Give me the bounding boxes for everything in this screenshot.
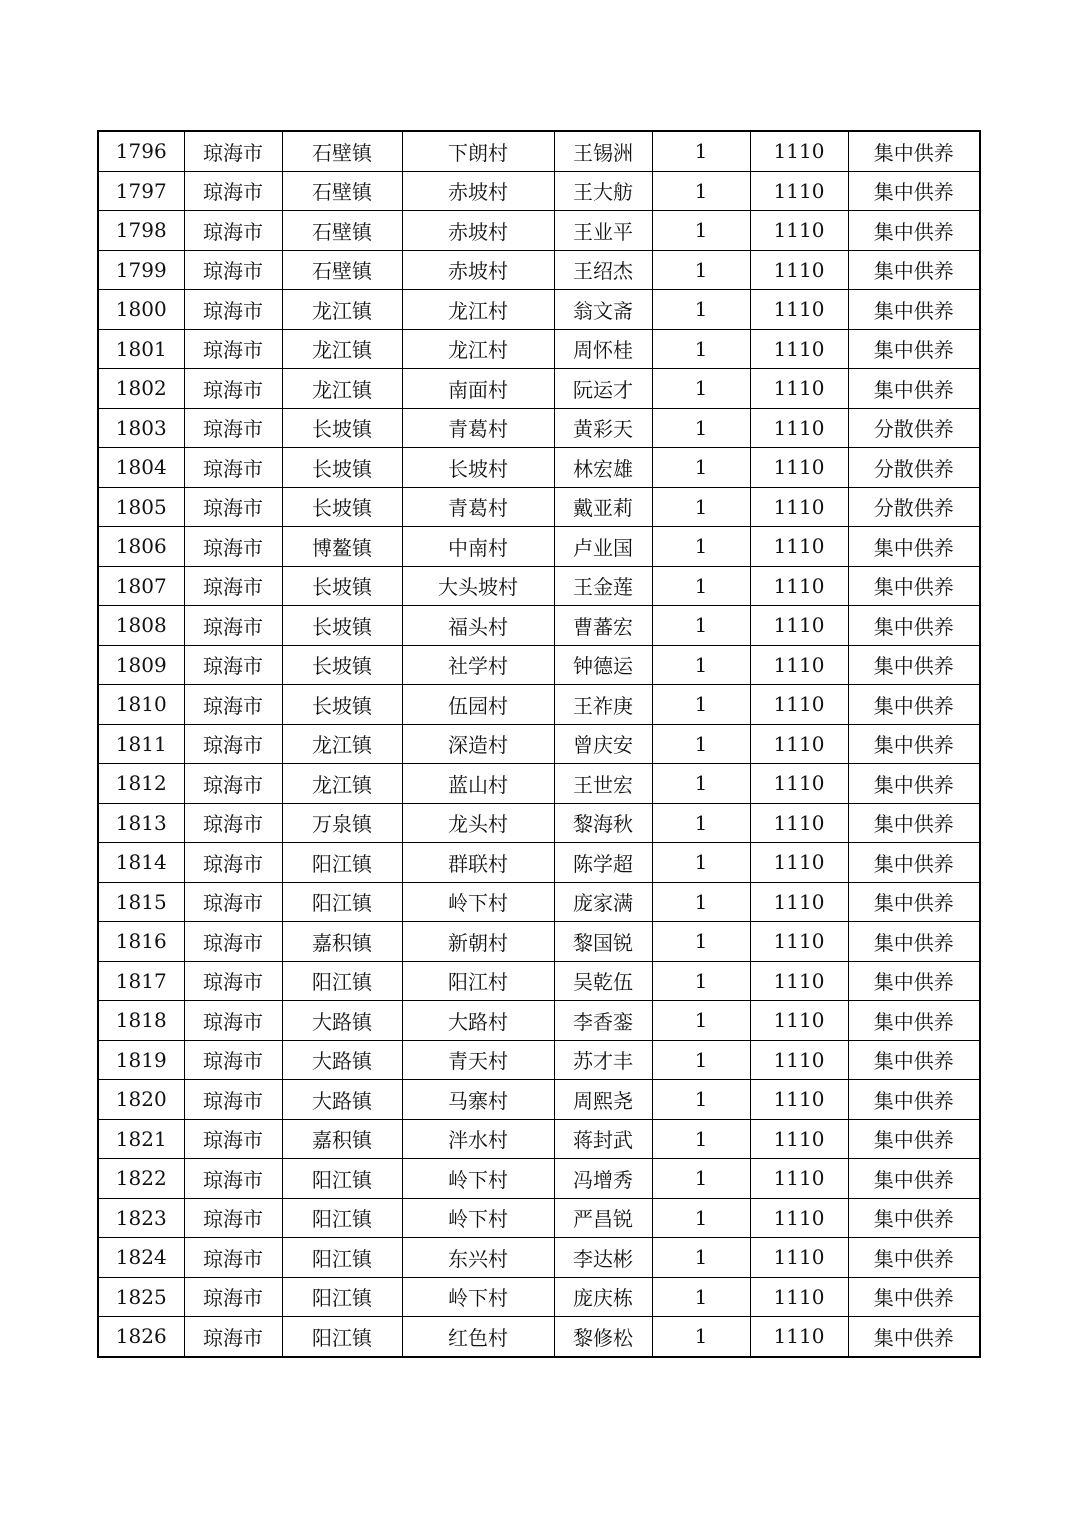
amount-cell: 1110 bbox=[750, 961, 848, 1001]
row-number-cell: 1801 bbox=[98, 329, 184, 369]
name-cell: 吴乾伍 bbox=[554, 961, 652, 1001]
city-cell: 琼海市 bbox=[184, 645, 282, 685]
row-number-cell: 1823 bbox=[98, 1198, 184, 1238]
name-cell: 黎修松 bbox=[554, 1317, 652, 1357]
support-type-cell: 集中供养 bbox=[848, 1040, 980, 1080]
village-cell: 龙头村 bbox=[402, 803, 554, 843]
town-cell: 阳江镇 bbox=[282, 843, 402, 883]
name-cell: 庞家满 bbox=[554, 882, 652, 922]
amount-cell: 1110 bbox=[750, 408, 848, 448]
support-type-cell: 集中供养 bbox=[848, 1277, 980, 1317]
table-row bbox=[98, 487, 980, 527]
village-cell: 福头村 bbox=[402, 606, 554, 646]
support-type-cell: 集中供养 bbox=[848, 645, 980, 685]
table-row bbox=[98, 922, 980, 962]
city-cell: 琼海市 bbox=[184, 1198, 282, 1238]
row-number-cell: 1821 bbox=[98, 1119, 184, 1159]
town-cell: 石壁镇 bbox=[282, 250, 402, 290]
name-cell: 王世宏 bbox=[554, 764, 652, 804]
city-cell: 琼海市 bbox=[184, 527, 282, 567]
table-row bbox=[98, 1001, 980, 1041]
city-cell: 琼海市 bbox=[184, 1159, 282, 1199]
village-cell: 马寨村 bbox=[402, 1080, 554, 1120]
support-type-cell: 集中供养 bbox=[848, 369, 980, 409]
town-cell: 阳江镇 bbox=[282, 1238, 402, 1278]
amount-cell: 1110 bbox=[750, 171, 848, 211]
name-cell: 严昌锐 bbox=[554, 1198, 652, 1238]
amount-cell: 1110 bbox=[750, 1080, 848, 1120]
town-cell: 阳江镇 bbox=[282, 882, 402, 922]
village-cell: 岭下村 bbox=[402, 1159, 554, 1199]
support-type-cell: 集中供养 bbox=[848, 1080, 980, 1120]
support-type-cell: 集中供养 bbox=[848, 1317, 980, 1357]
row-number-cell: 1818 bbox=[98, 1001, 184, 1041]
support-type-cell: 集中供养 bbox=[848, 171, 980, 211]
amount-cell: 1110 bbox=[750, 566, 848, 606]
village-cell: 伍园村 bbox=[402, 685, 554, 725]
table-row bbox=[98, 961, 980, 1001]
city-cell: 琼海市 bbox=[184, 724, 282, 764]
count-cell: 1 bbox=[652, 487, 750, 527]
village-cell: 青天村 bbox=[402, 1040, 554, 1080]
town-cell: 龙江镇 bbox=[282, 369, 402, 409]
village-cell: 岭下村 bbox=[402, 882, 554, 922]
city-cell: 琼海市 bbox=[184, 211, 282, 251]
village-cell: 赤坡村 bbox=[402, 211, 554, 251]
name-cell: 王大舫 bbox=[554, 171, 652, 211]
row-number-cell: 1809 bbox=[98, 645, 184, 685]
name-cell: 蒋封武 bbox=[554, 1119, 652, 1159]
support-type-cell: 集中供养 bbox=[848, 131, 980, 171]
city-cell: 琼海市 bbox=[184, 1080, 282, 1120]
amount-cell: 1110 bbox=[750, 843, 848, 883]
village-cell: 岭下村 bbox=[402, 1198, 554, 1238]
town-cell: 大路镇 bbox=[282, 1001, 402, 1041]
count-cell: 1 bbox=[652, 1317, 750, 1357]
village-cell: 青葛村 bbox=[402, 487, 554, 527]
name-cell: 林宏雄 bbox=[554, 448, 652, 488]
name-cell: 李香銮 bbox=[554, 1001, 652, 1041]
town-cell: 阳江镇 bbox=[282, 961, 402, 1001]
count-cell: 1 bbox=[652, 1277, 750, 1317]
city-cell: 琼海市 bbox=[184, 764, 282, 804]
amount-cell: 1110 bbox=[750, 1040, 848, 1080]
amount-cell: 1110 bbox=[750, 1119, 848, 1159]
town-cell: 长坡镇 bbox=[282, 645, 402, 685]
support-type-cell: 分散供养 bbox=[848, 448, 980, 488]
village-cell: 赤坡村 bbox=[402, 250, 554, 290]
table-row bbox=[98, 685, 980, 725]
town-cell: 龙江镇 bbox=[282, 724, 402, 764]
name-cell: 王绍杰 bbox=[554, 250, 652, 290]
row-number-cell: 1810 bbox=[98, 685, 184, 725]
row-number-cell: 1824 bbox=[98, 1238, 184, 1278]
town-cell: 大路镇 bbox=[282, 1040, 402, 1080]
row-number-cell: 1798 bbox=[98, 211, 184, 251]
village-cell: 青葛村 bbox=[402, 408, 554, 448]
village-cell: 阳江村 bbox=[402, 961, 554, 1001]
table-row bbox=[98, 803, 980, 843]
table-row bbox=[98, 1317, 980, 1357]
count-cell: 1 bbox=[652, 566, 750, 606]
city-cell: 琼海市 bbox=[184, 448, 282, 488]
count-cell: 1 bbox=[652, 527, 750, 567]
table-row bbox=[98, 882, 980, 922]
amount-cell: 1110 bbox=[750, 1317, 848, 1357]
support-type-cell: 集中供养 bbox=[848, 290, 980, 330]
city-cell: 琼海市 bbox=[184, 803, 282, 843]
row-number-cell: 1804 bbox=[98, 448, 184, 488]
row-number-cell: 1807 bbox=[98, 566, 184, 606]
support-type-cell: 集中供养 bbox=[848, 211, 980, 251]
row-number-cell: 1811 bbox=[98, 724, 184, 764]
city-cell: 琼海市 bbox=[184, 250, 282, 290]
city-cell: 琼海市 bbox=[184, 1001, 282, 1041]
count-cell: 1 bbox=[652, 211, 750, 251]
records-table bbox=[97, 130, 981, 1358]
town-cell: 长坡镇 bbox=[282, 408, 402, 448]
town-cell: 阳江镇 bbox=[282, 1317, 402, 1357]
count-cell: 1 bbox=[652, 1238, 750, 1278]
town-cell: 阳江镇 bbox=[282, 1198, 402, 1238]
village-cell: 大路村 bbox=[402, 1001, 554, 1041]
support-type-cell: 集中供养 bbox=[848, 724, 980, 764]
table-row bbox=[98, 1119, 980, 1159]
count-cell: 1 bbox=[652, 408, 750, 448]
support-type-cell: 集中供养 bbox=[848, 1159, 980, 1199]
name-cell: 王祚庚 bbox=[554, 685, 652, 725]
town-cell: 长坡镇 bbox=[282, 606, 402, 646]
row-number-cell: 1812 bbox=[98, 764, 184, 804]
table-row bbox=[98, 408, 980, 448]
row-number-cell: 1817 bbox=[98, 961, 184, 1001]
village-cell: 中南村 bbox=[402, 527, 554, 567]
amount-cell: 1110 bbox=[750, 487, 848, 527]
name-cell: 黄彩天 bbox=[554, 408, 652, 448]
name-cell: 周熙尧 bbox=[554, 1080, 652, 1120]
support-type-cell: 分散供养 bbox=[848, 408, 980, 448]
village-cell: 南面村 bbox=[402, 369, 554, 409]
amount-cell: 1110 bbox=[750, 369, 848, 409]
name-cell: 黎国锐 bbox=[554, 922, 652, 962]
count-cell: 1 bbox=[652, 764, 750, 804]
count-cell: 1 bbox=[652, 290, 750, 330]
town-cell: 龙江镇 bbox=[282, 764, 402, 804]
village-cell: 新朝村 bbox=[402, 922, 554, 962]
town-cell: 大路镇 bbox=[282, 1080, 402, 1120]
name-cell: 陈学超 bbox=[554, 843, 652, 883]
row-number-cell: 1816 bbox=[98, 922, 184, 962]
city-cell: 琼海市 bbox=[184, 1238, 282, 1278]
count-cell: 1 bbox=[652, 1159, 750, 1199]
town-cell: 嘉积镇 bbox=[282, 1119, 402, 1159]
support-type-cell: 集中供养 bbox=[848, 961, 980, 1001]
row-number-cell: 1815 bbox=[98, 882, 184, 922]
amount-cell: 1110 bbox=[750, 211, 848, 251]
name-cell: 王业平 bbox=[554, 211, 652, 251]
count-cell: 1 bbox=[652, 448, 750, 488]
name-cell: 阮运才 bbox=[554, 369, 652, 409]
name-cell: 苏才丰 bbox=[554, 1040, 652, 1080]
count-cell: 1 bbox=[652, 645, 750, 685]
amount-cell: 1110 bbox=[750, 527, 848, 567]
row-number-cell: 1799 bbox=[98, 250, 184, 290]
city-cell: 琼海市 bbox=[184, 131, 282, 171]
town-cell: 万泉镇 bbox=[282, 803, 402, 843]
count-cell: 1 bbox=[652, 1001, 750, 1041]
table-row bbox=[98, 724, 980, 764]
city-cell: 琼海市 bbox=[184, 685, 282, 725]
table-row bbox=[98, 645, 980, 685]
support-type-cell: 集中供养 bbox=[848, 882, 980, 922]
table-row bbox=[98, 211, 980, 251]
table-row bbox=[98, 448, 980, 488]
amount-cell: 1110 bbox=[750, 1277, 848, 1317]
city-cell: 琼海市 bbox=[184, 1317, 282, 1357]
table-row bbox=[98, 171, 980, 211]
support-type-cell: 集中供养 bbox=[848, 922, 980, 962]
row-number-cell: 1820 bbox=[98, 1080, 184, 1120]
row-number-cell: 1797 bbox=[98, 171, 184, 211]
amount-cell: 1110 bbox=[750, 606, 848, 646]
name-cell: 庞庆栋 bbox=[554, 1277, 652, 1317]
village-cell: 深造村 bbox=[402, 724, 554, 764]
city-cell: 琼海市 bbox=[184, 1040, 282, 1080]
row-number-cell: 1814 bbox=[98, 843, 184, 883]
city-cell: 琼海市 bbox=[184, 606, 282, 646]
support-type-cell: 集中供养 bbox=[848, 1119, 980, 1159]
table-row bbox=[98, 1159, 980, 1199]
table-row bbox=[98, 290, 980, 330]
city-cell: 琼海市 bbox=[184, 922, 282, 962]
amount-cell: 1110 bbox=[750, 764, 848, 804]
town-cell: 石壁镇 bbox=[282, 131, 402, 171]
amount-cell: 1110 bbox=[750, 922, 848, 962]
count-cell: 1 bbox=[652, 1080, 750, 1120]
count-cell: 1 bbox=[652, 1040, 750, 1080]
town-cell: 博鳌镇 bbox=[282, 527, 402, 567]
table-row bbox=[98, 1080, 980, 1120]
support-type-cell: 集中供养 bbox=[848, 527, 980, 567]
count-cell: 1 bbox=[652, 961, 750, 1001]
table-row bbox=[98, 369, 980, 409]
support-type-cell: 集中供养 bbox=[848, 764, 980, 804]
city-cell: 琼海市 bbox=[184, 1119, 282, 1159]
table-row bbox=[98, 131, 980, 171]
town-cell: 石壁镇 bbox=[282, 171, 402, 211]
count-cell: 1 bbox=[652, 329, 750, 369]
city-cell: 琼海市 bbox=[184, 882, 282, 922]
name-cell: 王锡洲 bbox=[554, 131, 652, 171]
city-cell: 琼海市 bbox=[184, 566, 282, 606]
town-cell: 阳江镇 bbox=[282, 1277, 402, 1317]
town-cell: 长坡镇 bbox=[282, 566, 402, 606]
name-cell: 戴亚莉 bbox=[554, 487, 652, 527]
name-cell: 冯增秀 bbox=[554, 1159, 652, 1199]
town-cell: 嘉积镇 bbox=[282, 922, 402, 962]
support-type-cell: 集中供养 bbox=[848, 1238, 980, 1278]
row-number-cell: 1808 bbox=[98, 606, 184, 646]
support-type-cell: 集中供养 bbox=[848, 250, 980, 290]
count-cell: 1 bbox=[652, 369, 750, 409]
amount-cell: 1110 bbox=[750, 1159, 848, 1199]
name-cell: 卢业国 bbox=[554, 527, 652, 567]
amount-cell: 1110 bbox=[750, 329, 848, 369]
count-cell: 1 bbox=[652, 1198, 750, 1238]
town-cell: 石壁镇 bbox=[282, 211, 402, 251]
city-cell: 琼海市 bbox=[184, 1277, 282, 1317]
village-cell: 红色村 bbox=[402, 1317, 554, 1357]
city-cell: 琼海市 bbox=[184, 487, 282, 527]
count-cell: 1 bbox=[652, 131, 750, 171]
amount-cell: 1110 bbox=[750, 645, 848, 685]
village-cell: 长坡村 bbox=[402, 448, 554, 488]
row-number-cell: 1822 bbox=[98, 1159, 184, 1199]
amount-cell: 1110 bbox=[750, 448, 848, 488]
amount-cell: 1110 bbox=[750, 724, 848, 764]
name-cell: 曾庆安 bbox=[554, 724, 652, 764]
table-row bbox=[98, 1238, 980, 1278]
village-cell: 下朗村 bbox=[402, 131, 554, 171]
name-cell: 黎海秋 bbox=[554, 803, 652, 843]
city-cell: 琼海市 bbox=[184, 961, 282, 1001]
support-type-cell: 集中供养 bbox=[848, 685, 980, 725]
count-cell: 1 bbox=[652, 803, 750, 843]
village-cell: 泮水村 bbox=[402, 1119, 554, 1159]
amount-cell: 1110 bbox=[750, 1238, 848, 1278]
count-cell: 1 bbox=[652, 724, 750, 764]
row-number-cell: 1803 bbox=[98, 408, 184, 448]
row-number-cell: 1813 bbox=[98, 803, 184, 843]
name-cell: 李达彬 bbox=[554, 1238, 652, 1278]
row-number-cell: 1819 bbox=[98, 1040, 184, 1080]
table-row bbox=[98, 843, 980, 883]
village-cell: 群联村 bbox=[402, 843, 554, 883]
amount-cell: 1110 bbox=[750, 882, 848, 922]
count-cell: 1 bbox=[652, 922, 750, 962]
city-cell: 琼海市 bbox=[184, 329, 282, 369]
amount-cell: 1110 bbox=[750, 131, 848, 171]
row-number-cell: 1825 bbox=[98, 1277, 184, 1317]
town-cell: 长坡镇 bbox=[282, 685, 402, 725]
amount-cell: 1110 bbox=[750, 1001, 848, 1041]
village-cell: 岭下村 bbox=[402, 1277, 554, 1317]
city-cell: 琼海市 bbox=[184, 369, 282, 409]
support-type-cell: 集中供养 bbox=[848, 1001, 980, 1041]
support-type-cell: 集中供养 bbox=[848, 843, 980, 883]
row-number-cell: 1802 bbox=[98, 369, 184, 409]
support-type-cell: 集中供养 bbox=[848, 606, 980, 646]
amount-cell: 1110 bbox=[750, 250, 848, 290]
village-cell: 社学村 bbox=[402, 645, 554, 685]
village-cell: 大头坡村 bbox=[402, 566, 554, 606]
name-cell: 王金莲 bbox=[554, 566, 652, 606]
row-number-cell: 1800 bbox=[98, 290, 184, 330]
village-cell: 龙江村 bbox=[402, 290, 554, 330]
row-number-cell: 1805 bbox=[98, 487, 184, 527]
count-cell: 1 bbox=[652, 1119, 750, 1159]
count-cell: 1 bbox=[652, 250, 750, 290]
name-cell: 周怀桂 bbox=[554, 329, 652, 369]
town-cell: 长坡镇 bbox=[282, 487, 402, 527]
village-cell: 龙江村 bbox=[402, 329, 554, 369]
table-row bbox=[98, 606, 980, 646]
town-cell: 阳江镇 bbox=[282, 1159, 402, 1199]
count-cell: 1 bbox=[652, 843, 750, 883]
amount-cell: 1110 bbox=[750, 803, 848, 843]
city-cell: 琼海市 bbox=[184, 171, 282, 211]
town-cell: 长坡镇 bbox=[282, 448, 402, 488]
table-body bbox=[98, 131, 980, 1357]
row-number-cell: 1826 bbox=[98, 1317, 184, 1357]
table-row bbox=[98, 527, 980, 567]
village-cell: 东兴村 bbox=[402, 1238, 554, 1278]
count-cell: 1 bbox=[652, 606, 750, 646]
city-cell: 琼海市 bbox=[184, 408, 282, 448]
support-type-cell: 集中供养 bbox=[848, 803, 980, 843]
table-row bbox=[98, 764, 980, 804]
town-cell: 龙江镇 bbox=[282, 290, 402, 330]
table-row bbox=[98, 1040, 980, 1080]
table-row bbox=[98, 1277, 980, 1317]
amount-cell: 1110 bbox=[750, 1198, 848, 1238]
amount-cell: 1110 bbox=[750, 290, 848, 330]
count-cell: 1 bbox=[652, 882, 750, 922]
support-type-cell: 集中供养 bbox=[848, 1198, 980, 1238]
city-cell: 琼海市 bbox=[184, 843, 282, 883]
support-type-cell: 集中供养 bbox=[848, 329, 980, 369]
count-cell: 1 bbox=[652, 685, 750, 725]
row-number-cell: 1806 bbox=[98, 527, 184, 567]
town-cell: 龙江镇 bbox=[282, 329, 402, 369]
amount-cell: 1110 bbox=[750, 685, 848, 725]
table-row bbox=[98, 250, 980, 290]
name-cell: 翁文斋 bbox=[554, 290, 652, 330]
village-cell: 赤坡村 bbox=[402, 171, 554, 211]
row-number-cell: 1796 bbox=[98, 131, 184, 171]
name-cell: 曹蕃宏 bbox=[554, 606, 652, 646]
village-cell: 蓝山村 bbox=[402, 764, 554, 804]
count-cell: 1 bbox=[652, 171, 750, 211]
support-type-cell: 集中供养 bbox=[848, 566, 980, 606]
name-cell: 钟德运 bbox=[554, 645, 652, 685]
support-type-cell: 分散供养 bbox=[848, 487, 980, 527]
table-row bbox=[98, 329, 980, 369]
table-row bbox=[98, 1198, 980, 1238]
table-row bbox=[98, 566, 980, 606]
city-cell: 琼海市 bbox=[184, 290, 282, 330]
